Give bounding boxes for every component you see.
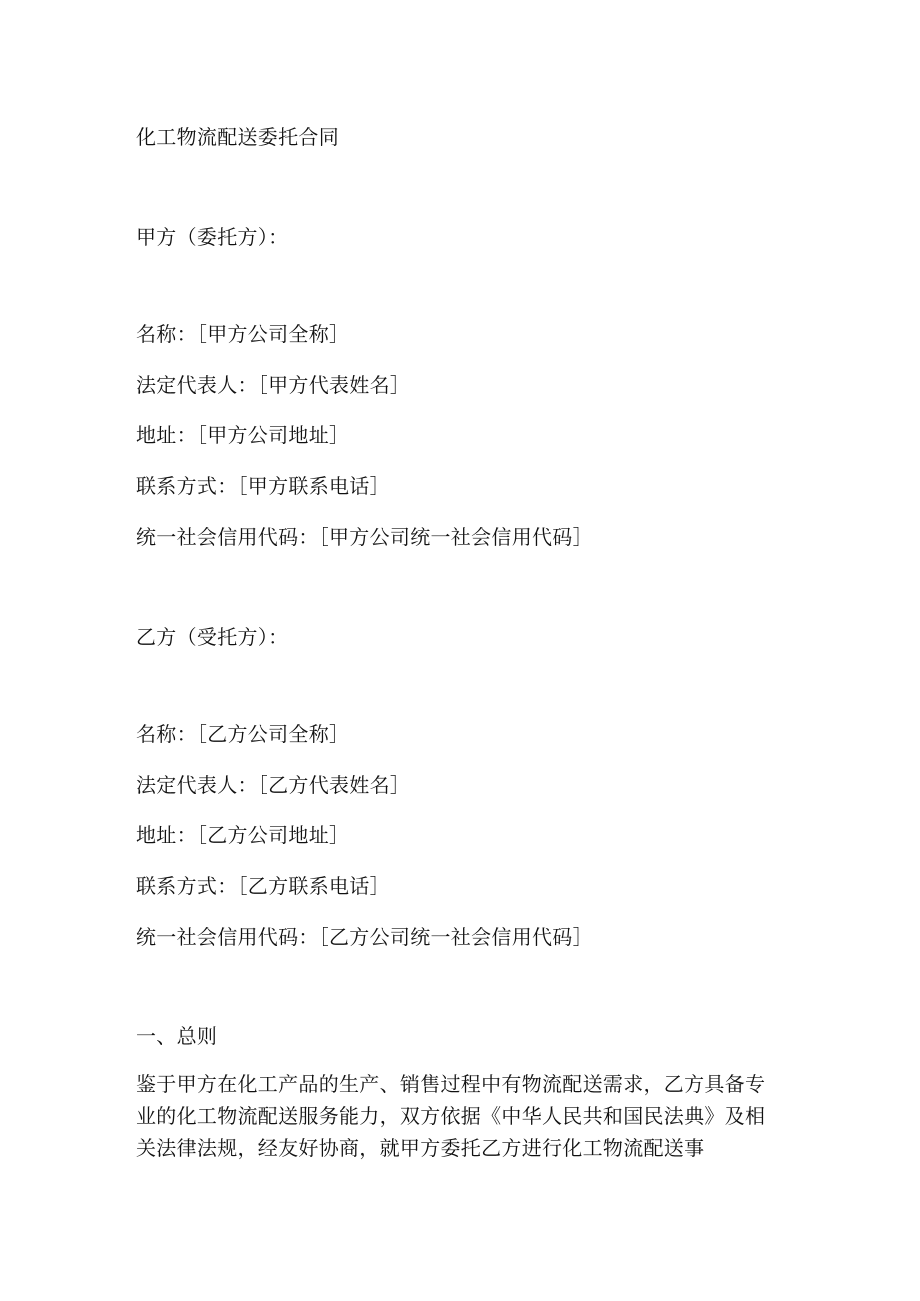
party-b-credit-code: 统一社会信用代码：［乙方公司统一社会信用代码］ <box>136 925 593 949</box>
party-b-contact: 联系方式：［乙方联系电话］ <box>136 874 390 898</box>
general-paragraph <box>136 1068 776 1164</box>
party-a-name: 名称：［甲方公司全称］ <box>136 322 350 346</box>
paragraph-line: 关法律法规，经友好协商，就甲方委托乙方进行化工物流配送事 <box>136 1136 705 1160</box>
party-b-name: 名称：［乙方公司全称］ <box>136 722 350 746</box>
paragraph-line: 业的化工物流配送服务能力，双方依据《中华人民共和国民法典》及相 <box>136 1104 766 1128</box>
party-a-address: 地址：［甲方公司地址］ <box>136 423 350 447</box>
party-a-contact: 联系方式：［甲方联系电话］ <box>136 474 390 498</box>
party-a-heading: 甲方（委托方）： <box>136 225 289 249</box>
section-heading-general: 一、总则 <box>136 1024 218 1048</box>
party-a-credit-code: 统一社会信用代码：［甲方公司统一社会信用代码］ <box>136 525 593 549</box>
paragraph-line: 鉴于甲方在化工产品的生产、销售过程中有物流配送需求，乙方具备专 <box>136 1072 766 1096</box>
party-b-heading: 乙方（受托方）： <box>136 625 289 649</box>
party-b-address: 地址：［乙方公司地址］ <box>136 823 350 847</box>
party-b-legal-rep: 法定代表人：［乙方代表姓名］ <box>136 773 411 797</box>
document-title: 化工物流配送委托合同 <box>136 125 339 149</box>
party-a-legal-rep: 法定代表人：［甲方代表姓名］ <box>136 373 411 397</box>
